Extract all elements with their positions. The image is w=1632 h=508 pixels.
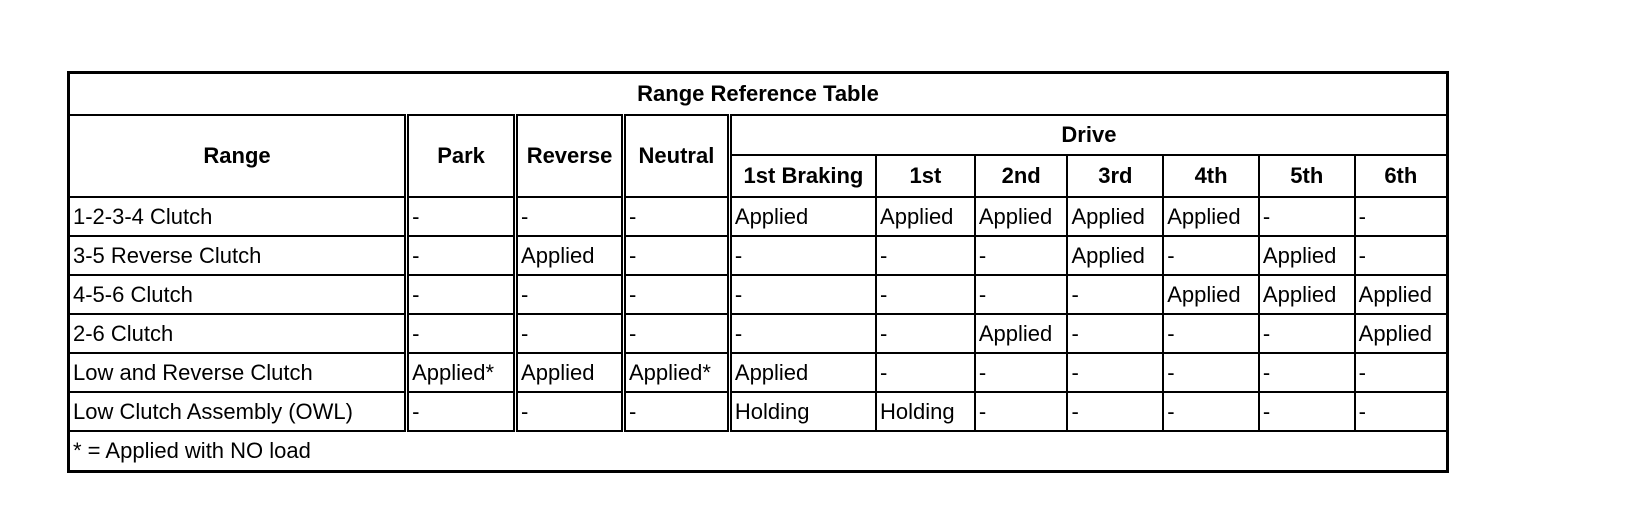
table-cell: Applied <box>1067 236 1163 275</box>
table-cell: - <box>623 275 729 314</box>
header-park: Park <box>407 115 516 197</box>
table-cell: Applied <box>975 314 1068 353</box>
header-gear: 5th <box>1259 155 1355 197</box>
table-cell: Applied <box>729 353 876 392</box>
header-drive: Drive <box>729 115 1447 155</box>
table-cell: - <box>1355 197 1448 236</box>
table-cell: Applied <box>1067 197 1163 236</box>
table-cell: - <box>1259 353 1355 392</box>
table-cell: - <box>1067 392 1163 431</box>
table-cell: - <box>1067 353 1163 392</box>
table-cell: Applied <box>729 197 876 236</box>
range-reference-table-container <box>67 71 1449 473</box>
table-cell: Applied <box>975 197 1068 236</box>
table-cell: - <box>876 275 975 314</box>
table-cell: - <box>729 236 876 275</box>
table-cell: - <box>407 275 516 314</box>
table-cell: - <box>516 314 624 353</box>
table-cell: Applied <box>516 353 624 392</box>
table-cell: - <box>516 197 624 236</box>
row-label: 2-6 Clutch <box>69 314 407 353</box>
table-cell: Holding <box>729 392 876 431</box>
table-cell: - <box>1355 353 1448 392</box>
table-cell: - <box>876 353 975 392</box>
table-title: Range Reference Table <box>69 73 1448 116</box>
table-cell: - <box>876 314 975 353</box>
table-body <box>69 197 1448 431</box>
table-cell: - <box>623 197 729 236</box>
title-row <box>69 73 1448 116</box>
table-cell: Applied <box>876 197 975 236</box>
table-cell: - <box>623 392 729 431</box>
table-cell: Applied* <box>623 353 729 392</box>
table-cell: - <box>975 275 1068 314</box>
table-cell: Applied <box>1163 275 1259 314</box>
table-cell: Applied <box>1355 314 1448 353</box>
table-cell: - <box>1163 236 1259 275</box>
table-cell: - <box>1163 314 1259 353</box>
row-label: 1-2-3-4 Clutch <box>69 197 407 236</box>
table-cell: - <box>975 392 1068 431</box>
table-cell: - <box>1259 197 1355 236</box>
table-cell: - <box>1355 236 1448 275</box>
table-row <box>69 314 1448 353</box>
table-cell: Holding <box>876 392 975 431</box>
table-cell: - <box>975 236 1068 275</box>
table-cell: Applied <box>1355 275 1448 314</box>
table-cell: - <box>1259 392 1355 431</box>
table-cell: - <box>975 353 1068 392</box>
header-reverse: Reverse <box>516 115 624 197</box>
range-reference-table <box>67 71 1449 473</box>
header-row-top <box>69 115 1448 155</box>
header-gear: 6th <box>1355 155 1448 197</box>
footnote: * = Applied with NO load <box>69 431 1448 472</box>
table-cell: - <box>516 392 624 431</box>
table-cell: - <box>1067 314 1163 353</box>
header-gear: 1st Braking <box>729 155 876 197</box>
table-row <box>69 353 1448 392</box>
table-cell: - <box>1067 275 1163 314</box>
header-neutral: Neutral <box>623 115 729 197</box>
header-gear: 3rd <box>1067 155 1163 197</box>
table-cell: - <box>1355 392 1448 431</box>
table-cell: - <box>876 236 975 275</box>
table-cell: - <box>407 392 516 431</box>
table-row <box>69 275 1448 314</box>
row-label: Low Clutch Assembly (OWL) <box>69 392 407 431</box>
table-cell: Applied <box>1259 236 1355 275</box>
row-label: 4-5-6 Clutch <box>69 275 407 314</box>
table-cell: Applied <box>1163 197 1259 236</box>
table-cell: - <box>1163 353 1259 392</box>
table-row <box>69 197 1448 236</box>
table-cell: Applied <box>1259 275 1355 314</box>
row-label: Low and Reverse Clutch <box>69 353 407 392</box>
table-cell: - <box>407 236 516 275</box>
table-row <box>69 392 1448 431</box>
table-row <box>69 236 1448 275</box>
table-cell: - <box>407 314 516 353</box>
table-cell: - <box>1163 392 1259 431</box>
header-gear: 2nd <box>975 155 1068 197</box>
table-cell: - <box>623 236 729 275</box>
table-cell: - <box>623 314 729 353</box>
row-label: 3-5 Reverse Clutch <box>69 236 407 275</box>
table-cell: Applied* <box>407 353 516 392</box>
table-cell: - <box>516 275 624 314</box>
header-range: Range <box>69 115 407 197</box>
table-cell: - <box>1259 314 1355 353</box>
table-cell: Applied <box>516 236 624 275</box>
table-cell: - <box>729 314 876 353</box>
header-gear: 4th <box>1163 155 1259 197</box>
header-gear: 1st <box>876 155 975 197</box>
table-cell: - <box>729 275 876 314</box>
footnote-row <box>69 431 1448 472</box>
table-cell: - <box>407 197 516 236</box>
